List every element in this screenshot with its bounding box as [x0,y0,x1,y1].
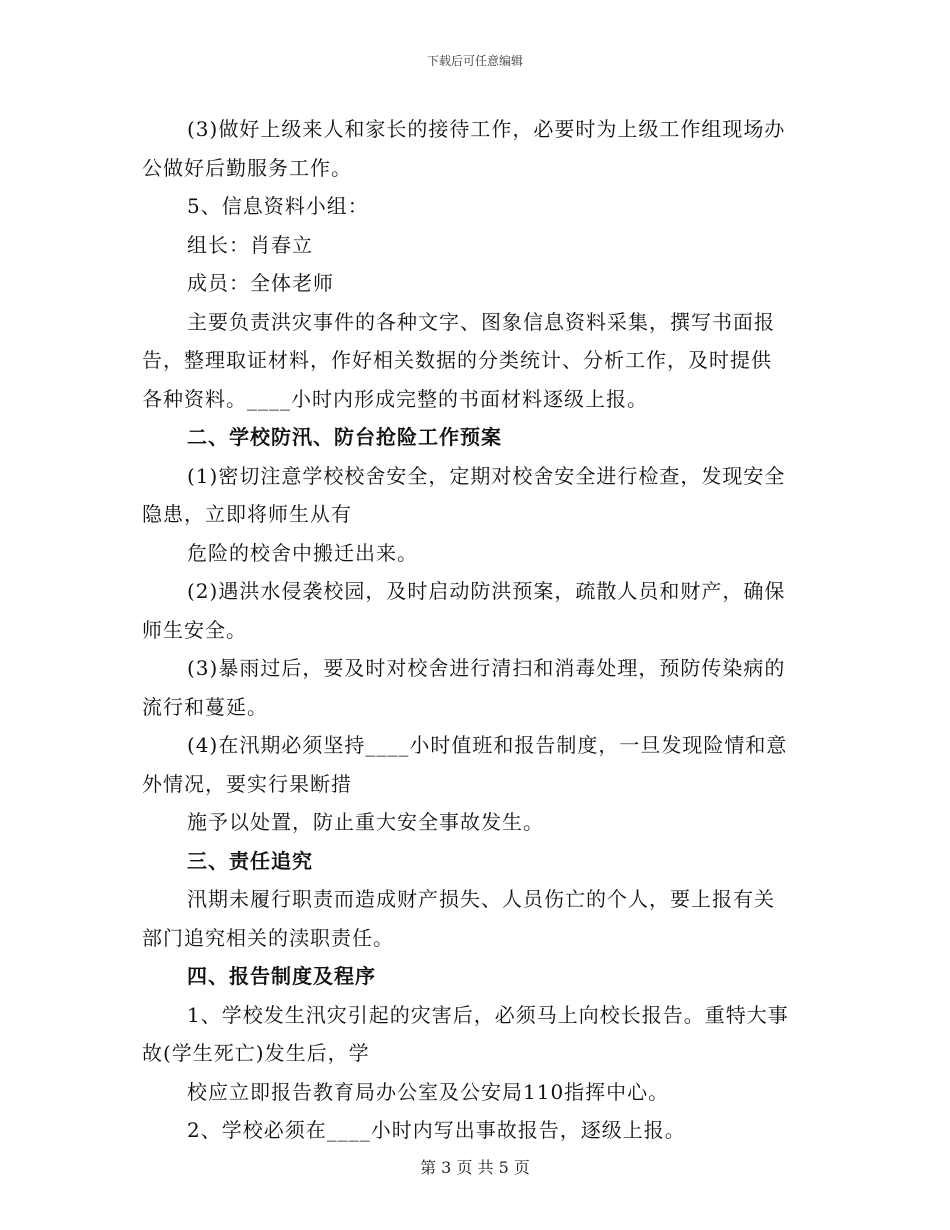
paragraph-line: 主要负责洪灾事件的各种文字、图象信息资料采集，撰写书面报 [187,309,775,334]
paragraph-line: 5、信息资料小组： [187,194,369,218]
paragraph-line: 校应立即报告教育局办公室及公安局110指挥中心。 [187,1079,670,1104]
document-body [142,110,812,1150]
paragraph-line: 危险的校舍中搬迁出来。 [187,540,418,565]
paragraph-line: 流行和蔓延。 [142,694,268,719]
paragraph-line: 施予以处置，防止重大安全事故发生。 [187,810,544,834]
paragraph-line: 成员：全体老师 [187,271,334,295]
section-heading: 四、报告制度及程序 [187,964,376,988]
paragraph-line: 汛期未履行职责而造成财产损失、人员伤亡的个人，要上报有关 [187,887,775,911]
paragraph-line: 部门追究相关的渎职责任。 [142,925,394,950]
paragraph-line: (2)遇洪水侵袭校园，及时启动防洪预案，疏散人员和财产，确保 [187,579,786,603]
paragraph-line: 告，整理取证材料，作好相关数据的分类统计、分析工作，及时提供 [142,348,772,372]
paragraph-line: 2、学校必须在____小时内写出事故报告，逐级上报。 [187,1118,686,1142]
paragraph-line: (3)做好上级来人和家长的接待工作，必要时为上级工作组现场办 [187,117,786,141]
paragraph-line: 师生安全。 [142,617,247,642]
paragraph-line: 组长：肖春立 [187,232,313,257]
page-footer: 第 3 页 共 5 页 [420,1158,530,1177]
paragraph-line: 外情况，要实行果断措 [142,771,352,796]
paragraph-line: 1、学校发生汛灾引起的灾害后，必须马上向校长报告。重特大事 [187,1002,789,1027]
paragraph-line: (4)在汛期必须坚持____小时值班和报告制度，一旦发现险情和意 [187,733,788,757]
paragraph-line: 公做好后勤服务工作。 [142,155,352,180]
paragraph-line: (1)密切注意学校校舍安全，定期对校舍安全进行检查，发现安全 [187,463,786,488]
section-heading: 三、责任追究 [187,848,313,873]
section-heading: 二、学校防汛、防台抢险工作预案 [187,425,502,449]
paragraph-line: (3)暴雨过后，要及时对校舍进行清扫和消毒处理，预防传染病的 [187,656,786,680]
paragraph-line: 故(学生死亡)发生后，学 [142,1041,370,1065]
paragraph-line: 各种资料。____小时内形成完整的书面材料逐级上报。 [142,386,648,411]
paragraph-line: 隐患，立即将师生从有 [142,502,352,526]
page-header: 下载后可任意编辑 [426,54,523,68]
